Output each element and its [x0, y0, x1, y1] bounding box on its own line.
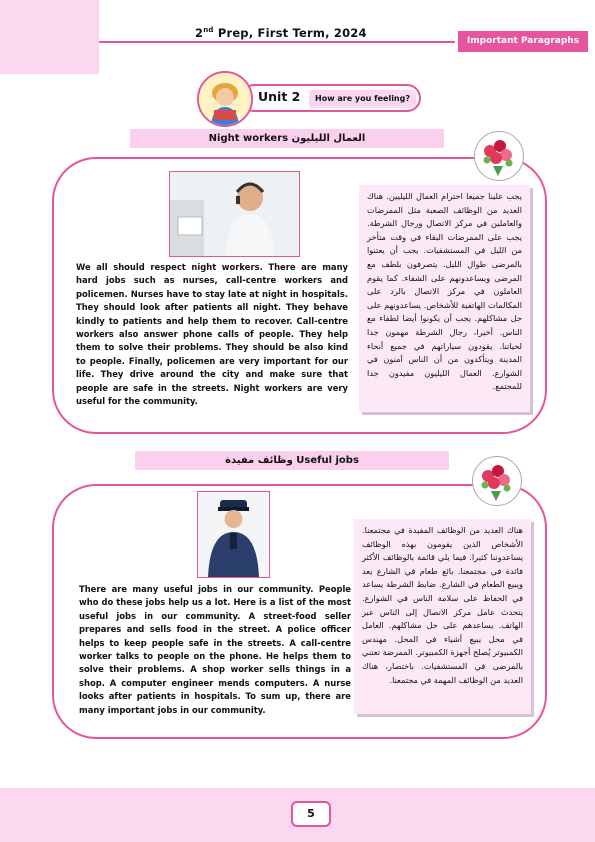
unit-subtitle: How are you feeling?: [309, 90, 416, 108]
page-number: 5: [291, 801, 331, 827]
english-paragraph-useful-jobs: There are many useful jobs in our community. People who do these jobs help us a lot. Here is a list of the most useful jobs in our community. A street-food seller prepares and sells food in the street. A police officer helps to keep people safe in the streets. A call-centre worker talks to people on the phone. He helps them to solve their problems. A shop worker sells things in a shop. A computer engineer mends computers. A nurse looks after patients in hospitals. To sum up, there are many important jobs in our community.: [79, 584, 351, 715]
flower-bouquet-icon: [474, 131, 524, 181]
arabic-translation-box-night-workers: [359, 185, 530, 412]
arabic-paragraph-night-workers: يجب علينا جميعا احترام العمال الليليين. هناك العديد من الوظائف الصعبة مثل الممرضات والعاملين في مركز الاتصال ورجال الشرطة. يجب على الممرضات البقاء في وقت متأخر من الليل في المستشفيات. يجب أن يعتنوا بالمرضى طوال الليل. يتصرفون بلطف مع المرضى ويساعدونهم على الشفاء. كما يقوم العاملون في مركز الاتصال بالرد على المكالمات الهاتفية للأشخاص. يساعدونهم على حل مشاكلهم. يجب أن يكونوا أيضا لطفاء مع الناس. أخيرا، رجال الشرطة مهمون جدا لحياتنا. يقودون سياراتهم في جميع أنحاء المدينة ويتأكدون من أن الناس آمنون في الشوارع. العمال الليليون مفيدون جدا للمجتمع.: [367, 191, 522, 392]
unit-label: Unit 2: [258, 89, 301, 104]
arabic-translation-box-useful-jobs: [354, 519, 531, 714]
arabic-paragraph-useful-jobs: هناك العديد من الوظائف المفيدة في مجتمعنا. الأشخاص الذين يقومون بهذه الوظائف يساعدوننا كثيرا. فيما يلي قائمة بالوظائف الأكثر فائدة في مجتمعنا. بائع طعام في الشارع يعد ويبيع الطعام في الشارع. ضابط الشرطة يساعد في الحفاظ على سلامة الناس في الشوارع. يتحدث عامل مركز الاتصال إلى الناس عبر الهاتف. يساعدهم على حل مشاكلهم. العامل في محل يبيع أشياء في المحل. مهندس الكمبيوتر يُصلح أجهزة الكمبيوتر. الممرضة تعتني بالمرضى في المستشفيات. باختصار، هناك العديد من الوظائف المهمة في مجتمعنا.: [362, 525, 523, 685]
header-divider: [99, 41, 455, 43]
call-centre-worker-photo: [169, 171, 300, 257]
section-title-useful-jobs: وظائف مفيدة Useful jobs: [135, 451, 449, 470]
important-paragraphs-tag: Important Paragraphs: [458, 31, 588, 52]
teacher-avatar-icon: [197, 71, 253, 127]
page-header-title: 2nd Prep, First Term, 2024: [195, 26, 367, 40]
corner-decoration: [0, 0, 99, 74]
flower-bouquet-icon: [472, 456, 522, 506]
section-title-night-workers: Night workers العمال الليليون: [130, 129, 444, 148]
police-officer-photo: [197, 491, 270, 578]
english-paragraph-night-workers: We all should respect night workers. There are many hard jobs such as nurses, call-centre workers and policemen. Nurses have to stay late at night in hospitals. They should look after patients all night. They behave kindly to patients and help them to recover. Call-centre workers also answer phone calls of people. They help them to solve their problems. They should be also kind to people. Finally, policemen are very important for our life. They drive around the city and make sure that people are safe in the streets. Night workers are very useful for the community.: [76, 262, 348, 407]
